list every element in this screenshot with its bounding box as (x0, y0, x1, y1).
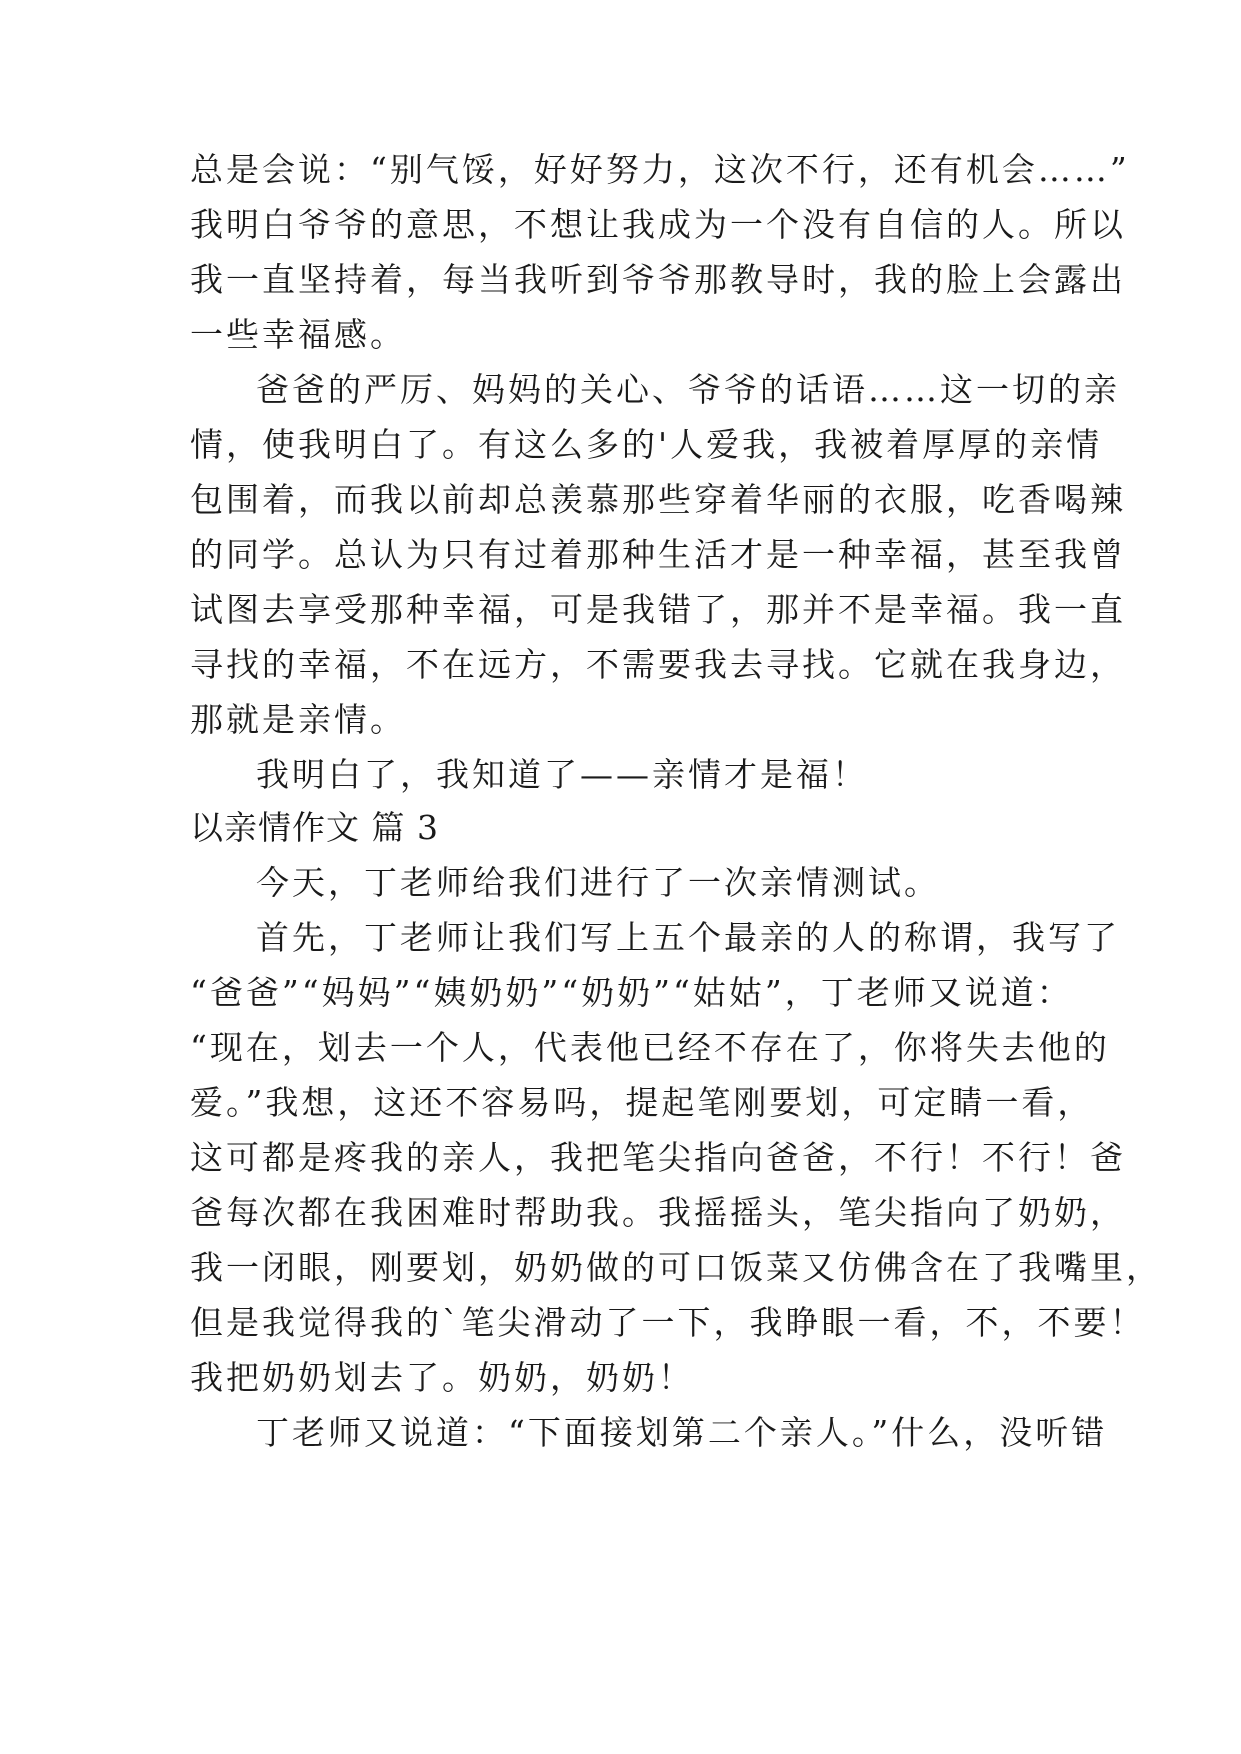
text-line: “爸爸”“妈妈”“姨奶奶”“奶奶”“姑姑”，丁老师又说道： (190, 973, 1073, 1012)
paragraph-start-line: 我明白了，我知道了——亲情才是福！ (256, 755, 868, 794)
text-line: 试图去享受那种幸福，可是我错了，那并不是幸福。我一直 (190, 590, 1126, 629)
text-line: 情，使我明白了。有这么多的'人爱我，我被着厚厚的亲情 (190, 425, 1103, 464)
text-line: 包围着，而我以前却总羡慕那些穿着华丽的衣服，吃香喝辣 (190, 480, 1126, 519)
text-line: “现在，划去一个人，代表他已经不存在了，你将失去他的 (190, 1028, 1110, 1067)
text-line: 我一闭眼，刚要划，奶奶做的可口饭菜又仿佛含在了我嘴里， (190, 1248, 1162, 1287)
section-heading: 以亲情作文 篇 3 (190, 808, 439, 847)
text-line: 这可都是疼我的亲人，我把笔尖指向爸爸，不行！不行！爸 (190, 1138, 1126, 1177)
text-line: 一些幸福感。 (190, 315, 406, 354)
paragraph-start-line: 今天，丁老师给我们进行了一次亲情测试。 (256, 863, 940, 902)
text-line: 我把奶奶划去了。奶奶，奶奶！ (190, 1358, 694, 1397)
text-line: 爱。”我想，这还不容易吗，提起笔刚要划，可定睛一看， (190, 1083, 1094, 1122)
paragraph-start-line: 首先，丁老师让我们写上五个最亲的人的称谓，我写了 (256, 918, 1120, 957)
paragraph-start-line: 丁老师又说道：“下面接划第二个亲人。”什么，没听错 (256, 1413, 1108, 1452)
text-line: 的同学。总认为只有过着那种生活才是一种幸福，甚至我曾 (190, 535, 1126, 574)
text-line: 我明白爷爷的意思，不想让我成为一个没有自信的人。所以 (190, 205, 1126, 244)
text-line: 爸每次都在我困难时帮助我。我摇摇头，笔尖指向了奶奶， (190, 1193, 1126, 1232)
text-line: 我一直坚持着，每当我听到爷爷那教导时，我的脸上会露出 (190, 260, 1126, 299)
text-line: 寻找的幸福，不在远方，不需要我去寻找。它就在我身边， (190, 645, 1126, 684)
text-line: 总是会说：“别气馁，好好努力，这次不行，还有机会……” (190, 150, 1130, 189)
text-line: 但是我觉得我的`笔尖滑动了一下，我睁眼一看，不，不要！ (190, 1303, 1146, 1342)
paragraph-start-line: 爸爸的严厉、妈妈的关心、爷爷的话语……这一切的亲 (256, 370, 1120, 409)
text-line: 那就是亲情。 (190, 700, 406, 739)
